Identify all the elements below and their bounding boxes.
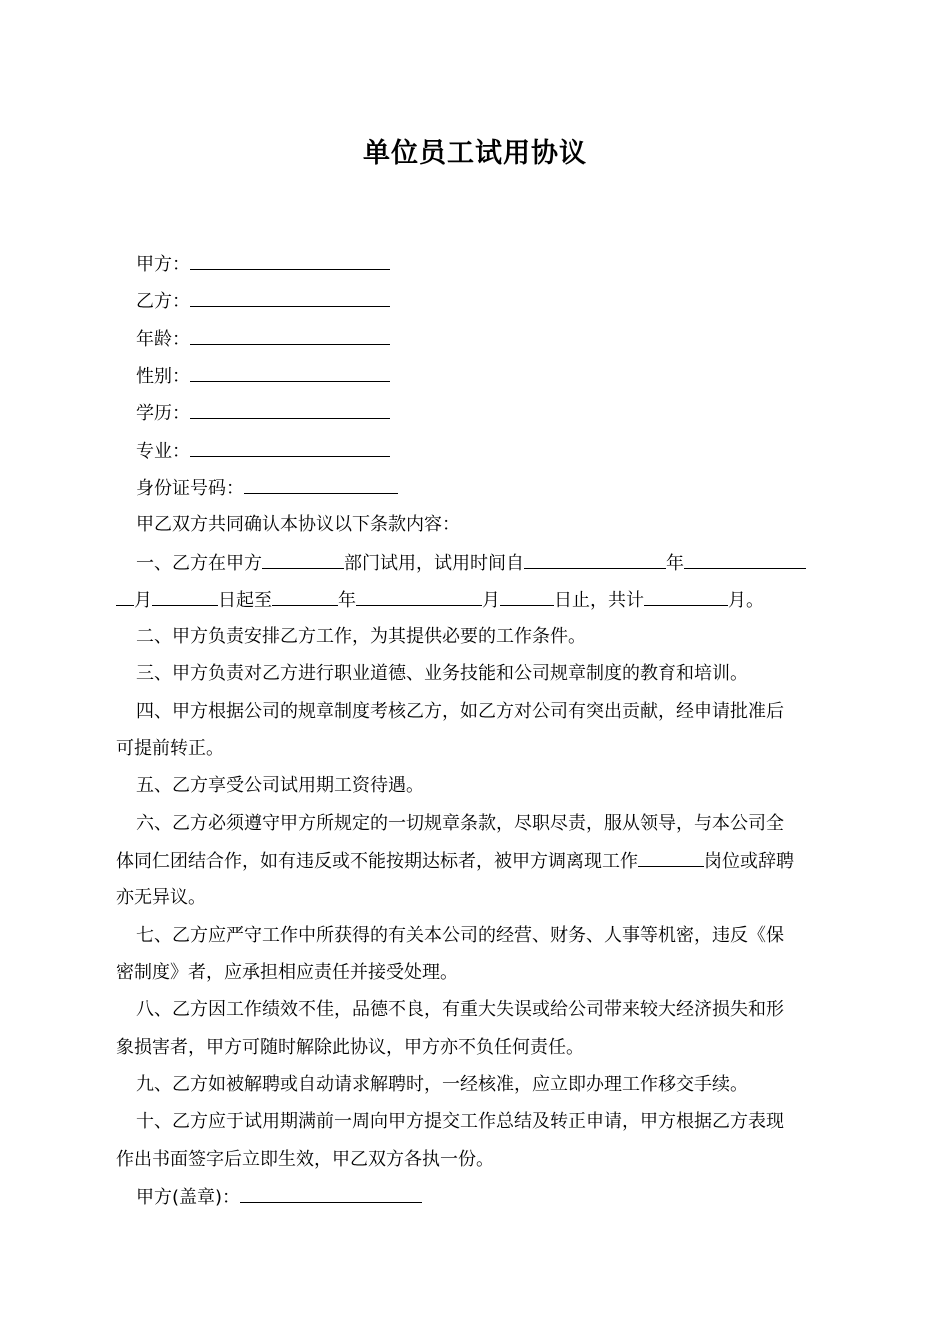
education-field	[116, 401, 856, 426]
start-month-blank-cont	[116, 588, 134, 606]
age-field	[116, 327, 856, 352]
clause-6-line-2	[116, 849, 836, 874]
clause-1-text-d: 月	[134, 590, 152, 611]
intro-text: 甲乙双方共同确认本协议以下条款内容：	[136, 514, 460, 535]
education-label: 学历：	[136, 403, 190, 424]
signature-label: 甲方(盖章)：	[136, 1187, 241, 1208]
clause-6-text-b: 岗位或辞聘	[704, 851, 794, 872]
signature-blank	[240, 1185, 422, 1203]
clause-5: 五、乙方享受公司试用期工资待遇。	[136, 775, 424, 796]
clause-2: 二、甲方负责安排乙方工作，为其提供必要的工作条件。	[136, 626, 586, 647]
signature-field	[116, 1185, 856, 1210]
gender-field	[116, 364, 856, 389]
id-number-label: 身份证号码：	[136, 478, 244, 499]
clause-1-text-g: 月	[482, 590, 500, 611]
major-field	[116, 439, 856, 464]
id-number-blank	[244, 476, 398, 494]
clause-10-line-2: 作出书面签字后立即生效，甲乙双方各执一份。	[116, 1149, 494, 1170]
clause-6-line-3: 亦无异议。	[116, 887, 206, 908]
party-a-blank	[190, 252, 390, 270]
clause-9: 九、乙方如被解聘或自动请求解聘时，一经核准，应立即办理工作移交手续。	[136, 1074, 748, 1095]
party-b-field	[116, 289, 856, 314]
document-title: 单位员工试用协议	[363, 138, 587, 169]
clause-1-text-c: 年	[666, 553, 684, 574]
clause-1-text-f: 年	[338, 590, 356, 611]
gender-label: 性别：	[136, 366, 190, 387]
clause-4-line-2: 可提前转正。	[116, 738, 224, 759]
start-year-blank	[524, 551, 666, 569]
clause-1-text-h: 日止，共计	[554, 590, 644, 611]
clause-10-line-1: 十、乙方应于试用期满前一周向甲方提交工作总结及转正申请，甲方根据乙方表现	[136, 1111, 784, 1132]
clause-7-line-2: 密制度》者，应承担相应责任并接受处理。	[116, 962, 458, 983]
id-number-field	[116, 476, 856, 501]
clause-4-line-1: 四、甲方根据公司的规章制度考核乙方，如乙方对公司有突出贡献，经申请批准后	[136, 701, 784, 722]
clause-6-text-a: 体同仁团结合作，如有违反或不能按期达标者，被甲方调离现工作	[116, 851, 638, 872]
position-blank	[638, 849, 704, 867]
clause-3: 三、甲方负责对乙方进行职业道德、业务技能和公司规章制度的教育和培训。	[136, 663, 748, 684]
start-day-blank	[152, 588, 218, 606]
party-a-label: 甲方：	[136, 254, 190, 275]
clause-1-text-i: 月。	[728, 590, 764, 611]
end-year-blank	[272, 588, 338, 606]
major-blank	[190, 439, 390, 457]
education-blank	[190, 401, 390, 419]
party-a-field	[116, 252, 856, 277]
end-month-blank	[356, 588, 482, 606]
clause-7-line-1: 七、乙方应严守工作中所获得的有关本公司的经营、财务、人事等机密，违反《保	[136, 925, 784, 946]
clause-1-line-1	[116, 551, 856, 576]
age-blank	[190, 327, 390, 345]
start-month-blank	[684, 551, 806, 569]
party-b-blank	[190, 289, 390, 307]
party-b-label: 乙方：	[136, 291, 190, 312]
department-blank	[262, 551, 344, 569]
major-label: 专业：	[136, 441, 190, 462]
gender-blank	[190, 364, 390, 382]
clause-1-text-a: 一、乙方在甲方	[136, 553, 262, 574]
clause-6-line-1: 六、乙方必须遵守甲方所规定的一切规章条款，尽职尽责，服从领导，与本公司全	[136, 813, 784, 834]
clause-1-line-2	[116, 588, 836, 613]
clause-8-line-1: 八、乙方因工作绩效不佳，品德不良，有重大失误或给公司带来较大经济损失和形	[136, 999, 784, 1020]
clause-8-line-2: 象损害者，甲方可随时解除此协议，甲方亦不负任何责任。	[116, 1037, 584, 1058]
end-day-blank	[500, 588, 554, 606]
total-months-blank	[644, 588, 728, 606]
clause-1-text-b: 部门试用，试用时间自	[344, 553, 524, 574]
age-label: 年龄：	[136, 329, 190, 350]
clause-1-text-e: 日起至	[218, 590, 272, 611]
